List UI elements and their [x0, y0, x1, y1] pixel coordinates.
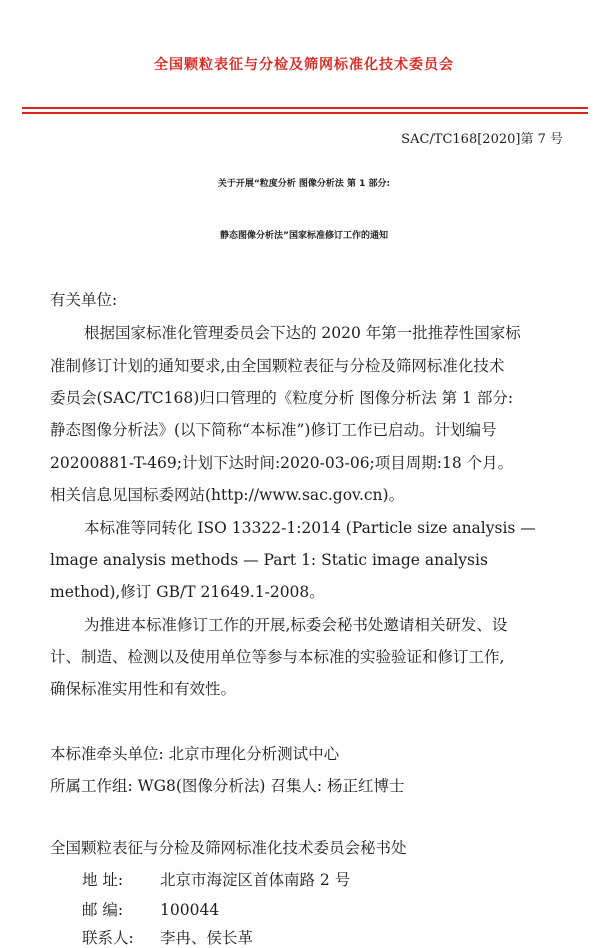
paragraph-1-line: 准制修订计划的通知要求,由全国颗粒表征与分检及筛网标准化技术 [50, 357, 505, 375]
paragraph-1-line: 根据国家标准化管理委员会下达的 2020 年第一批推荐性国家标 [84, 324, 521, 342]
contact-value: 李冉、侯长革 [160, 929, 254, 947]
paragraph-3-line: 确保标准实用性和有效性。 [50, 680, 237, 698]
contact-label: 联系人: [82, 929, 134, 947]
salutation: 有关单位: [50, 291, 118, 309]
paragraph-3-line: 为推进本标准修订工作的开展,标委会秘书处邀请相关研发、设 [84, 616, 508, 634]
paragraph-1-line: 委员会(SAC/TC168)归口管理的《粒度分析 图像分析法 第 1 部分: [50, 389, 514, 407]
postcode-value: 100044 [160, 901, 220, 919]
working-group: 所属工作组: WG8(图像分析法) 召集人: 杨正红博士 [50, 777, 405, 795]
lead-unit: 本标准牵头单位: 北京市理化分析测试中心 [50, 745, 340, 763]
document-number: SAC/TC168[2020]第 7 号 [401, 132, 563, 147]
paragraph-1-line: 20200881-T-469;计划下达时间:2020-03-06;项目周期:18 个月。 [50, 454, 514, 472]
header-rule-top [22, 107, 588, 109]
paragraph-2-line: 本标准等同转化 ISO 13322-1:2014 (Particle size analysis — [84, 519, 536, 537]
committee-title: 全国颗粒表征与分检及筛网标准化技术委员会 [154, 57, 454, 73]
secretariat-name: 全国颗粒表征与分检及筛网标准化技术委员会秘书处 [50, 839, 407, 857]
postcode-label: 邮 编: [82, 901, 124, 919]
paragraph-1-line: 静态图像分析法》(以下简称“本标准”)修订工作已启动。计划编号 [50, 421, 497, 439]
paragraph-2-line: method),修订 GB/T 21649.1-2008。 [50, 583, 325, 601]
address-value: 北京市海淀区首体南路 2 号 [160, 871, 351, 889]
notice-title-line-1: 关于开展“粒度分析 图像分析法 第 1 部分: [217, 179, 391, 189]
address-label: 地 址: [82, 871, 124, 889]
paragraph-1-line: 相关信息见国标委网站(http://www.sac.gov.cn)。 [50, 486, 405, 504]
header-rule-bottom [22, 112, 588, 114]
paragraph-3-line: 计、制造、检测以及使用单位等参与本标准的实验验证和修订工作, [50, 648, 505, 666]
notice-title-line-2: 静态图像分析法”国家标准修订工作的通知 [220, 231, 388, 241]
paragraph-2-line: lmage analysis methods — Part 1: Static image analysis [50, 551, 488, 569]
